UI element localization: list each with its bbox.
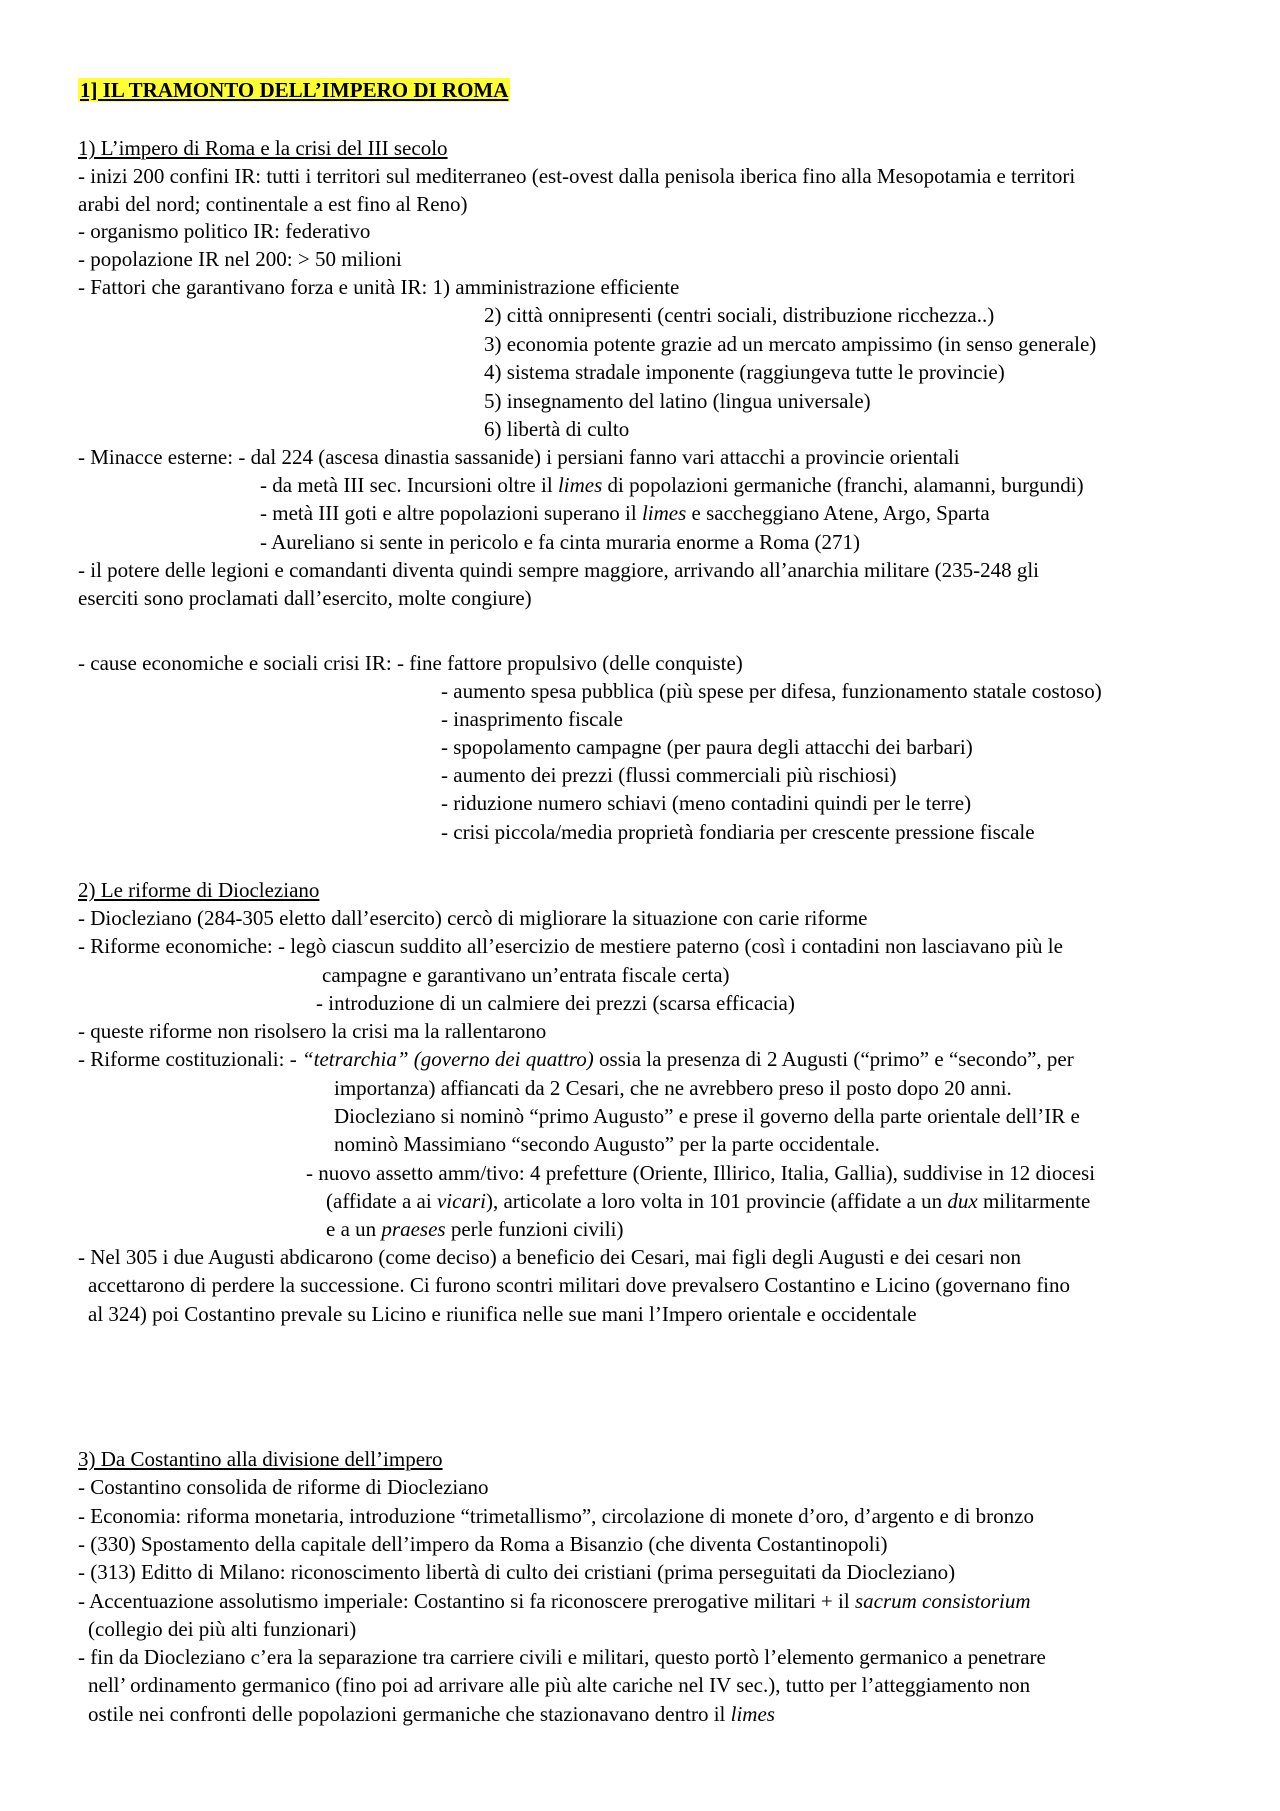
text-line: nell’ ordinamento germanico (fino poi ad arrivare alle più alte cariche nel IV sec.), tutto per l’atteggiamento non (88, 1673, 1031, 1697)
section-1-heading: 1) L’impero di Roma e la crisi del III secolo (78, 136, 448, 160)
text-line: - Economia: riforma monetaria, introduzione “trimetallismo”, circolazione di monete d’oro, d’argento e di bronzo (78, 1504, 1034, 1528)
text-line: - il potere delle legioni e comandanti diventa quindi sempre maggiore, arrivando all’anarchia militare (235-248 gli (78, 558, 1039, 582)
text-line: 5) insegnamento del latino (lingua universale) (484, 389, 871, 413)
text-line: - Minacce esterne: - dal 224 (ascesa dinastia sassanide) i persiani fanno vari attacchi a provincie orientali (78, 445, 960, 469)
text-line: (collegio dei più alti funzionari) (88, 1617, 357, 1641)
text-line: - riduzione numero schiavi (meno contadini quindi per le terre) (441, 791, 972, 815)
section-3-heading: 3) Da Costantino alla divisione dell’impero (78, 1447, 443, 1471)
text-line: - Nel 305 i due Augusti abdicarono (come deciso) a beneficio dei Cesari, mai figli degli Augusti e dei cesari non (78, 1245, 1021, 1269)
text-line: - inizi 200 confini IR: tutti i territori sul mediterraneo (est-ovest dalla penisola iberica fino alla Mesopotamia e territori (78, 164, 1076, 188)
text-line: accettarono di perdere la successione. Ci furono scontri militari dove prevalsero Costantino e Licino (governano fino (88, 1273, 1071, 1297)
text-line: - organismo politico IR: federativo (78, 219, 371, 243)
text-line: - Costantino consolida de riforme di Diocleziano (78, 1475, 489, 1499)
text-line: - spopolamento campagne (per paura degli attacchi dei barbari) (441, 735, 973, 759)
text-line: nominò Massimiano “secondo Augusto” per la parte occidentale. (334, 1132, 880, 1156)
text-line: 6) libertà di culto (484, 417, 630, 441)
text-line: - popolazione IR nel 200: > 50 milioni (78, 247, 402, 271)
text-line: - nuovo assetto amm/tivo: 4 prefetture (Oriente, Illirico, Italia, Gallia), suddivise in 12 diocesi (306, 1161, 1096, 1185)
text-line: - (313) Editto di Milano: riconoscimento libertà di culto dei cristiani (prima perseguitati da Diocleziano) (78, 1560, 956, 1584)
text-line: - Riforme economiche: - legò ciascun suddito all’esercizio de mestiere paterno (così i contadini non lasciavano più le (78, 934, 1063, 958)
text-line: (affidate a ai vicari), articolate a loro volta in 101 provincie (affidate a un dux militarmente (326, 1189, 1091, 1213)
text-line: 2) città onnipresenti (centri sociali, distribuzione ricchezza..) (484, 303, 995, 327)
text-line: campagne e garantivano un’entrata fiscale certa) (322, 963, 730, 987)
text-line: arabi del nord; continentale a est fino al Reno) (78, 192, 468, 216)
text-line: - crisi piccola/media proprietà fondiaria per crescente pressione fiscale (441, 820, 1035, 844)
text-line: - introduzione di un calmiere dei prezzi (scarsa efficacia) (316, 991, 795, 1015)
text-line: ostile nei confronti delle popolazioni germaniche che stazionavano dentro il limes (88, 1702, 775, 1726)
text-line: - metà III goti e altre popolazioni superano il limes e saccheggiano Atene, Argo, Sparta (260, 501, 990, 525)
document-title: 1] IL TRAMONTO DELL’IMPERO DI ROMA (80, 78, 509, 102)
text-line: eserciti sono proclamati dall’esercito, molte congiure) (78, 586, 532, 610)
text-line: - da metà III sec. Incursioni oltre il limes di popolazioni germaniche (franchi, alamanni, burgundi) (260, 473, 1084, 497)
text-line: - aumento spesa pubblica (più spese per difesa, funzionamento statale costoso) (441, 679, 1102, 703)
text-line: - (330) Spostamento della capitale dell’impero da Roma a Bisanzio (che diventa Costantinopoli) (78, 1532, 888, 1556)
text-line: e a un praeses perle funzioni civili) (326, 1217, 624, 1241)
text-line: - aumento dei prezzi (flussi commerciali più rischiosi) (441, 763, 897, 787)
text-line: 3) economia potente grazie ad un mercato ampissimo (in senso generale) (484, 332, 1097, 356)
text-line: importanza) affiancati da 2 Cesari, che ne avrebbero preso il posto dopo 20 anni. (334, 1076, 1012, 1100)
text-line: - Riforme costituzionali: - “tetrarchia” (governo dei quattro) ossia la presenza di 2 Augusti (“primo” e “secondo”, per (78, 1047, 1074, 1071)
text-line: 4) sistema stradale imponente (raggiungeva tutte le provincie) (484, 360, 1005, 384)
text-line: Diocleziano si nominò “primo Augusto” e prese il governo della parte orientale dell’IR e (334, 1104, 1080, 1128)
text-line: - Accentuazione assolutismo imperiale: Costantino si fa riconoscere prerogative militari + il sacrum consistorium (78, 1589, 1031, 1613)
text-line: - cause economiche e sociali crisi IR: - fine fattore propulsivo (delle conquiste) (78, 651, 743, 675)
text-line: - inasprimento fiscale (441, 707, 623, 731)
text-line: - fin da Diocleziano c’era la separazione tra carriere civili e militari, questo portò l’elemento germanico a penetrare (78, 1645, 1046, 1669)
text-line: al 324) poi Costantino prevale su Licino e riunifica nelle sue mani l’Impero orientale e occidentale (88, 1302, 917, 1326)
text-line: - queste riforme non risolsero la crisi ma la rallentarono (78, 1019, 547, 1043)
section-2-heading: 2) Le riforme di Diocleziano (78, 878, 320, 902)
text-line: - Diocleziano (284-305 eletto dall’esercito) cercò di migliorare la situazione con carie riforme (78, 906, 868, 930)
text-line: - Aureliano si sente in pericolo e fa cinta muraria enorme a Roma (271) (260, 530, 861, 554)
text-line: - Fattori che garantivano forza e unità IR: 1) amministrazione efficiente (78, 275, 680, 299)
